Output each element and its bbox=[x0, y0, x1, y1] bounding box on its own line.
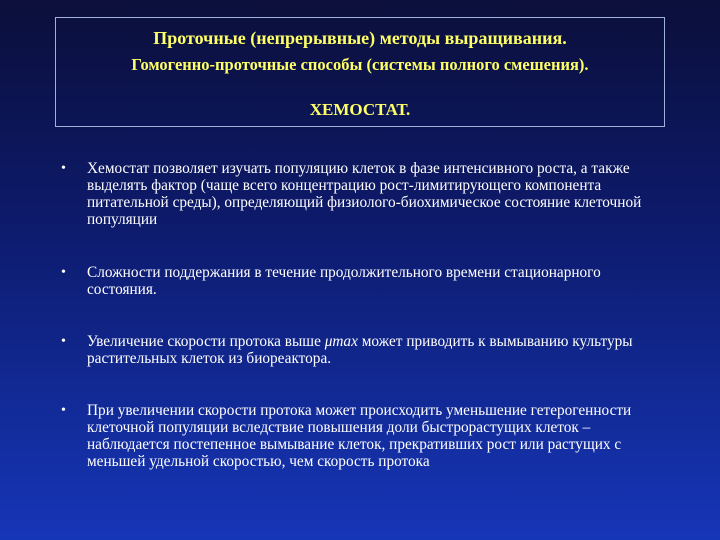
bullet-marker: • bbox=[61, 265, 66, 280]
bullet-text: Сложности поддержания в течение продолжительного времени стационарного состояния. bbox=[87, 264, 601, 298]
title-line-3: ХЕМОСТАТ. bbox=[309, 100, 411, 119]
title-line-1: Проточные (непрерывные) методы выращивания. bbox=[153, 28, 567, 48]
mu-max-symbol: μmax bbox=[324, 333, 358, 350]
bullet-text-after: может приводить к вымыванию культуры растительных клеток из биореактора. bbox=[87, 333, 633, 367]
bullet-text bbox=[87, 333, 662, 367]
bullet-marker: • bbox=[61, 334, 66, 349]
bullet-marker: • bbox=[61, 403, 66, 418]
title-box bbox=[55, 17, 665, 127]
title-line-2: Гомогенно-проточные способы (системы полного смешения). bbox=[131, 55, 589, 74]
bullet-marker: • bbox=[61, 161, 66, 176]
bullet-text: При увеличении скорости протока может происходить уменьшение гетерогенности клеточной популяции вследствие повышения доли быстрорастущих клеток – наблюдается постепенное вымывание клеток, прекративших рост или растущих с меньшей удельной скоростью, чем скорость протока bbox=[87, 402, 632, 470]
bullet-text-before: Увеличение скорости протока выше bbox=[87, 333, 325, 350]
bullet-text: Хемостат позволяет изучать популяцию клеток в фазе интенсивного роста, а также выделять фактор (чаще всего концентрацию рост-лимитирующего компонента питательной среды), определяющий физиолого-биохимическое состояние клеточной популяции bbox=[87, 160, 642, 228]
